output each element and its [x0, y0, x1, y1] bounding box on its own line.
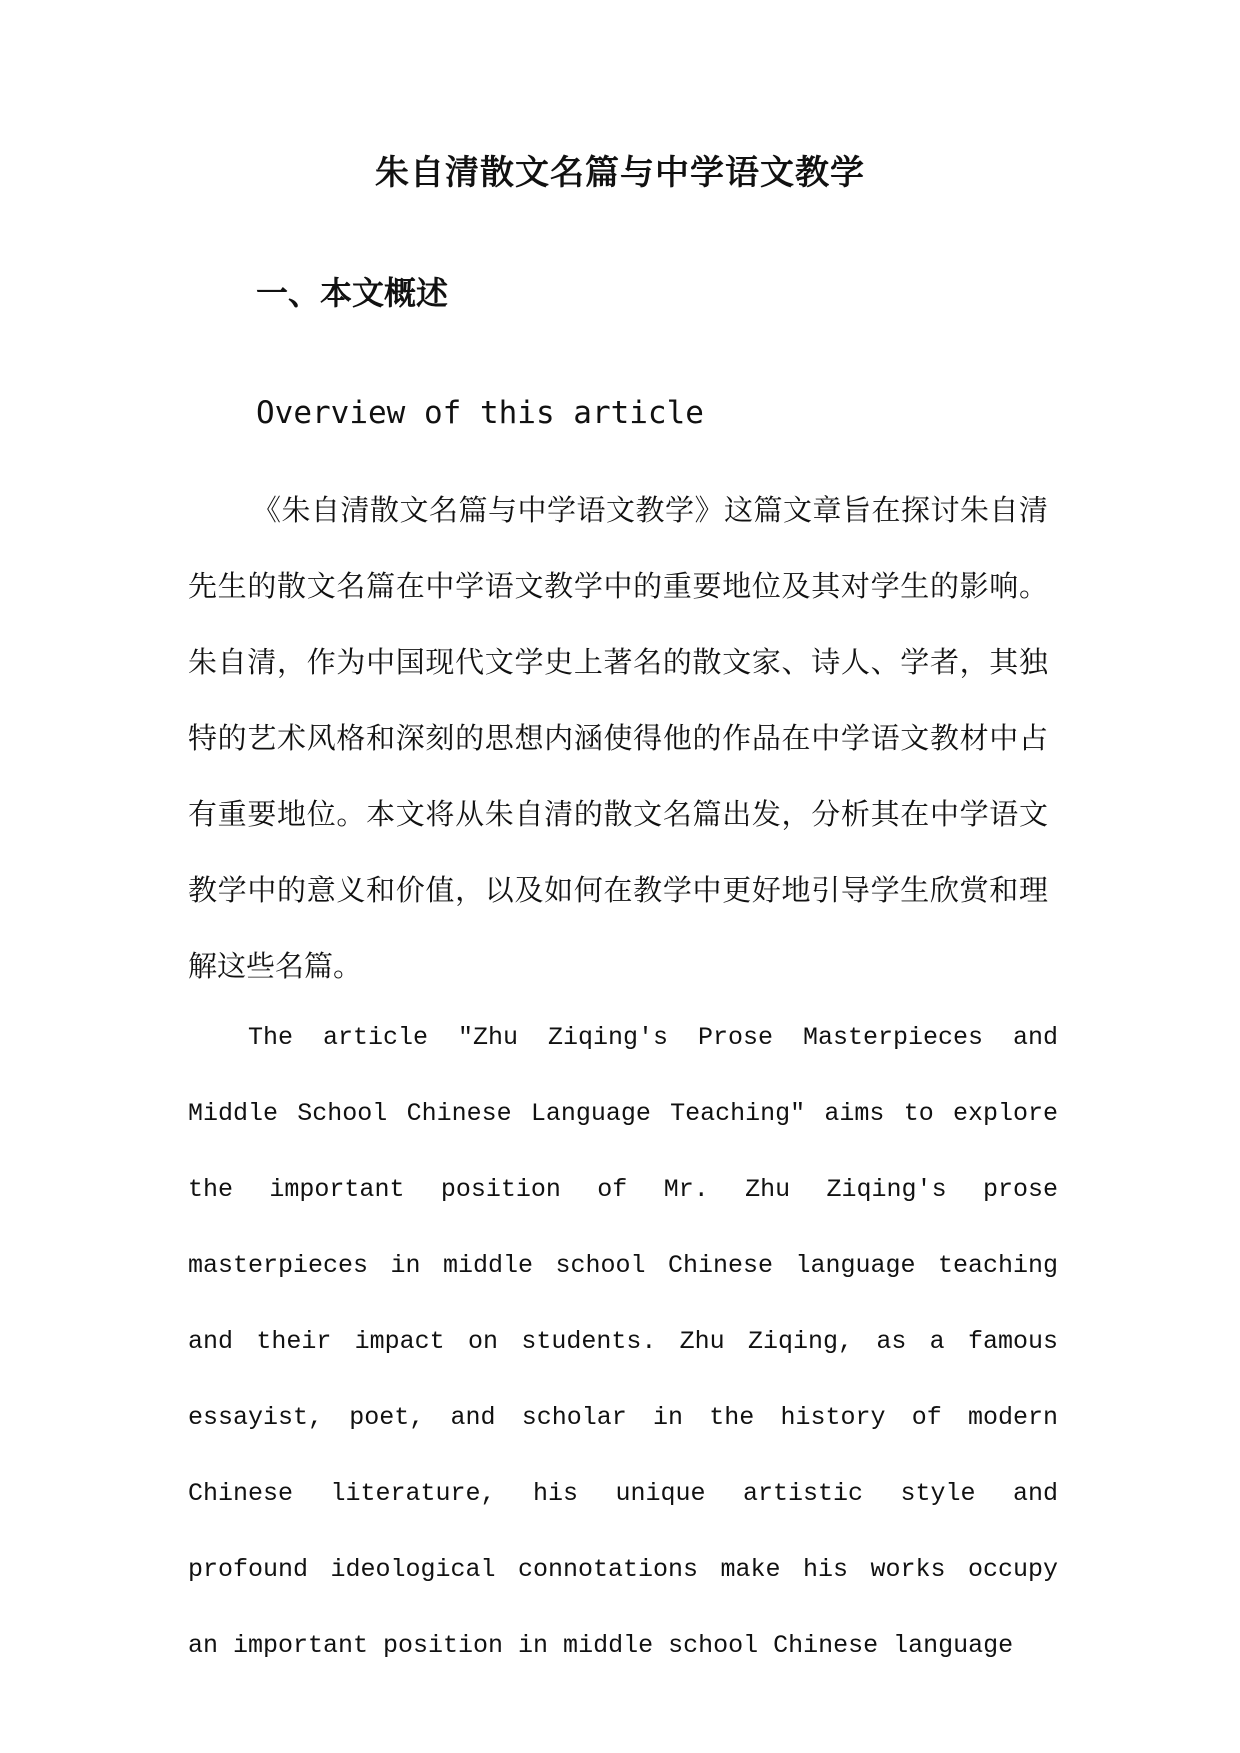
section-heading: 一、本文概述 [256, 274, 449, 312]
paragraph-english: The article "Zhu Ziqing's Prose Masterpieces and Middle School Chinese Language Teaching" aims to explore the important position of Mr. Zhu Ziqing's prose masterpieces in middle school Chinese language teaching and their impact on students. Zhu Ziqing, as a famous essayist, poet, and scholar in the history of modern Chinese literature, his unique artistic style and profound ideological connotations make his works occupy an important position in middle school Chinese language [188, 1023, 1058, 1660]
section-heading-english: Overview of this article [256, 395, 704, 431]
document-title: 朱自清散文名篇与中学语文教学 [375, 153, 865, 193]
paragraph-chinese: 《朱自清散文名篇与中学语文教学》这篇文章旨在探讨朱自清先生的散文名篇在中学语文教学中的重要地位及其对学生的影响。朱自清，作为中国现代文学史上著名的散文家、诗人、学者，其独特的艺术风格和深刻的思想内涵使得他的作品在中学语文教材中占有重要地位。本文将从朱自清的散文名篇出发，分析其在中学语文教学中的意义和价值，以及如何在教学中更好地引导学生欣赏和理解这些名篇。 [188, 493, 1048, 983]
